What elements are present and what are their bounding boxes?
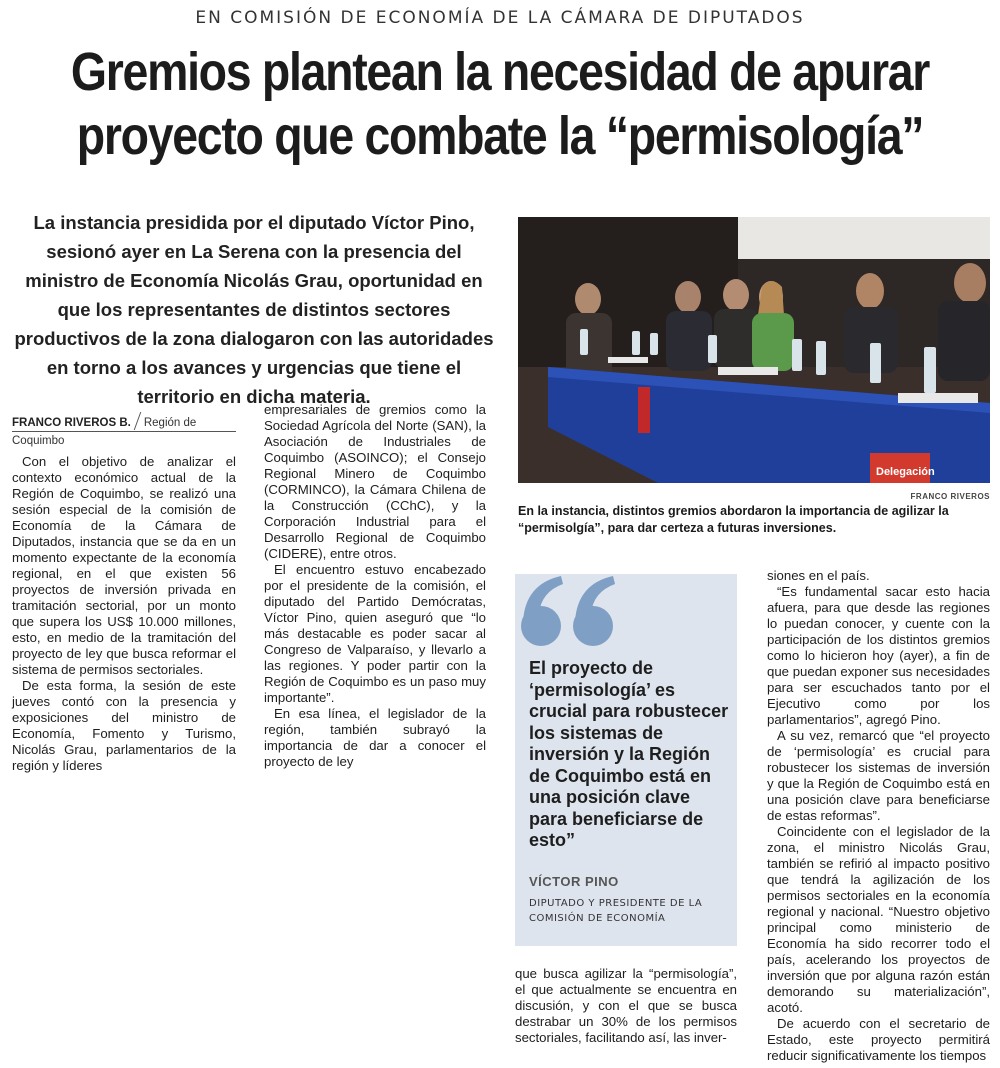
paragraph: que busca agilizar la “permisología”, el que actualmente se encuentra en discusión, y con el que se busca destrabar un 30% de los permisos sectoriales, facilitando así, las inver- bbox=[515, 966, 737, 1045]
headline-line-1: Gremios plantean la necesidad de apurar bbox=[70, 42, 930, 102]
pullquote-role: DIPUTADO Y PRESIDENTE DE LA COMISIÓN DE ECONOMÍA bbox=[529, 898, 703, 924]
photo-credit: FRANCO RIVEROS bbox=[910, 492, 990, 501]
paragraph: De esta forma, la sesión de este jueves contó con la presencia y exposiciones del ministro de Economía, Fomento y Turismo, Nicolás Grau, parlamentarios de la región y líderes bbox=[12, 678, 236, 773]
quote-mark-icon bbox=[515, 570, 625, 650]
paragraph: Coincidente con el legislador de la zona, el ministro Nicolás Grau, también se refirió al impacto positivo que tendrá la agilización de los permisos sectoriales en la economía regional y nacional. “Nuestro objetivo principal como ministerio de Economía ha sido recorrer todo el país, acelerando los proyectos de inversión que por alguna razón están demorando su materialización”, acotó. bbox=[767, 824, 990, 1015]
body-column-4 bbox=[767, 568, 990, 1064]
pullquote bbox=[515, 574, 737, 946]
lede: La instancia presidida por el diputado Víctor Pino, sesionó ayer en La Serena con la presencia del ministro de Economía Nicolás Grau, oportunidad en que los representantes de distintos sectores productivos de la zona dialogaron con las autoridades en torno a los avances y urgencias que tiene el territorio en dicha materia. bbox=[14, 212, 494, 407]
paragraph: A su vez, remarcó que “el proyecto de ‘permisología’ es crucial para robustecer los sistemas de inversión y que la Región de Coquimbo está en una posición clave para beneficiarse de estas reformas”. bbox=[767, 728, 990, 823]
photo-caption: En la instancia, distintos gremios abordaron la importancia de agilizar la “permisolgía”, para dar certeza a futuras inversiones. bbox=[518, 504, 949, 535]
byline-separator bbox=[134, 412, 142, 430]
paragraph: De acuerdo con el secretario de Estado, este proyecto permitirá reducir significativamente los tiempos bbox=[767, 1016, 990, 1063]
paragraph: “Es fundamental sacar esto hacia afuera, para que desde las regiones lo puedan conocer, y cuente con la participación de los distintos gremios como lo hicieron hoy (ayer), a fin de que puedan exponer sus necesidades para ser escuchados tanto por el Ejecutivo como por los parlamentarios”, agregó Pino. bbox=[767, 584, 990, 727]
byline-author: FRANCO RIVEROS B. bbox=[12, 417, 131, 429]
pullquote-text: El proyecto de ‘permisología’ es crucial para robustecer los sistemas de inversión y la Región de Coquimbo está en una posición clave para beneficiarse de esto” bbox=[529, 658, 729, 850]
byline-region: Región de Coquimbo bbox=[12, 417, 197, 447]
body-column-2 bbox=[264, 402, 486, 770]
headline-line-2: proyecto que combate la “permisología” bbox=[76, 106, 924, 166]
paragraph: En esa línea, el legislador de la región, también subrayó la importancia de dar a conocer el proyecto de ley bbox=[264, 706, 486, 769]
paragraph: empresariales de gremios como la Sociedad Agrícola del Norte (SAN), la Asociación de Industriales de Coquimbo (ASOINCO); el Consejo Regional Minero de Coquimbo (CORMINCO), la Cámara Chilena de la Construcción (CChC), y la Corporación Industrial para el Desarrollo Regional de Coquimbo (CIDERE), entre otros. bbox=[264, 402, 486, 561]
pullquote-author: VÍCTOR PINO bbox=[529, 874, 619, 889]
paragraph: siones en el país. bbox=[767, 568, 870, 583]
kicker: EN COMISIÓN DE ECONOMÍA DE LA CÁMARA DE DIPUTADOS bbox=[195, 8, 805, 28]
body-column-1 bbox=[12, 454, 236, 774]
body-column-3 bbox=[515, 966, 737, 1046]
news-photo bbox=[518, 217, 990, 483]
paragraph: El encuentro estuvo encabezado por el presidente de la comisión, el diputado del Partido Demócratas, Víctor Pino, quien aseguró que “lo más destacable es poder sacar al Congreso de Valparaíso, y llevarlo a las regiones. Y poder partir con la Región de Coquimbo es un paso muy importante”. bbox=[264, 562, 486, 705]
photo-illustration bbox=[518, 217, 990, 483]
byline bbox=[12, 412, 236, 447]
paragraph: Con el objetivo de analizar el contexto económico actual de la Región de Coquimbo, se realizó una sesión especial de la comisión de Economía de la Cámara de Diputados, instancia que se da en un momento expectante de la economía regional, en el que existen 56 proyectos de inversión privada en tramitación sectorial, por un monto que supera los US$ 10.000 millones, esto, en medio de la tramitación del proyecto de ley que busca reformar el sistema de permisos sectoriales. bbox=[12, 454, 236, 677]
headline bbox=[70, 40, 930, 168]
photo-banner-text: Delegación bbox=[876, 466, 935, 478]
